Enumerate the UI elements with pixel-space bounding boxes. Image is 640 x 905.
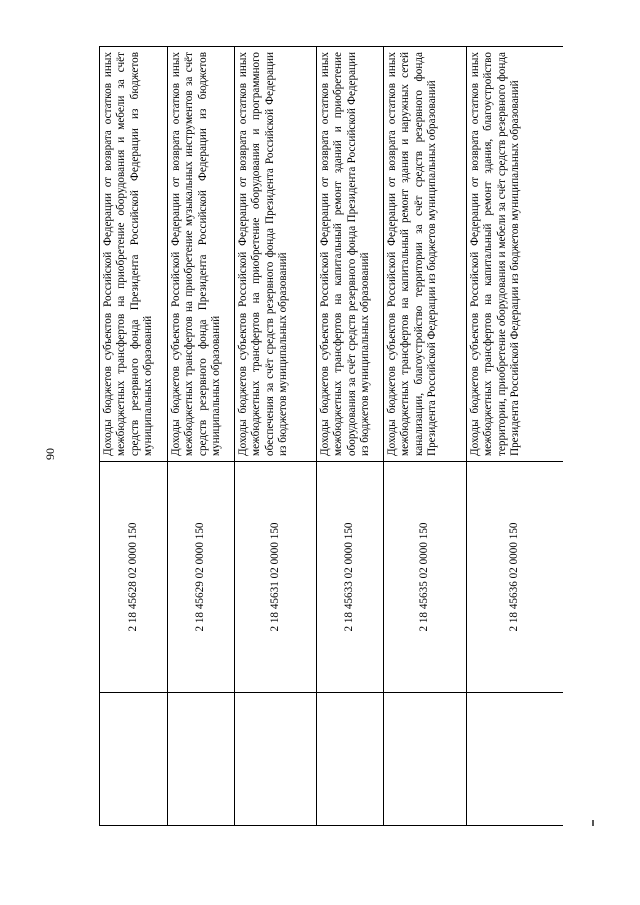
scan-mark (592, 820, 594, 826)
table-row (235, 47, 317, 826)
empty-cell (100, 693, 168, 826)
description-cell: Доходы бюджетов субъектов Российской Федерации от возврата остатков иных межбюджетных трансфертов на капитальный ремонт здания и наружных сетей канализации, благоустройство территории за счёт средств резервного фонда Президента Российской Федерации из бюджетов муниципальных образований (384, 47, 467, 462)
budget-code-cell: 2 18 45629 02 0000 150 (168, 462, 235, 693)
description-cell: Доходы бюджетов субъектов Российской Федерации от возврата остатков иных межбюджетных трансфертов на приобретение оборудования и мебели за счёт средств резервного фонда Президента Российской Федерации из бюджетов муниципальных образований (100, 47, 168, 462)
table-row (100, 47, 168, 826)
rotated-table-area (99, 46, 563, 826)
table-row (168, 47, 235, 826)
empty-cell (467, 693, 564, 826)
description-cell: Доходы бюджетов субъектов Российской Федерации от возврата остатков иных межбюджетных трансфертов на капитальный ремонт здания, благоустройство территории, приобретение оборудования и мебели за счёт средств резервного фонда Президента Российской Федерации из бюджетов муниципальных образований (467, 47, 564, 462)
budget-code-cell: 2 18 45633 02 0000 150 (317, 462, 384, 693)
budget-code-cell: 2 18 45636 02 0000 150 (467, 462, 564, 693)
empty-cell (235, 693, 317, 826)
table-wrapper (99, 46, 563, 826)
page-number: 90 (43, 448, 57, 460)
empty-cell (168, 693, 235, 826)
table-row (467, 47, 564, 826)
budget-code-cell: 2 18 45631 02 0000 150 (235, 462, 317, 693)
empty-cell (317, 693, 384, 826)
table-row (317, 47, 384, 826)
description-cell: Доходы бюджетов субъектов Российской Федерации от возврата остатков иных межбюджетных трансфертов на капитальный ремонт зданий и приобретение оборудования за счёт средств резервного фонда Президента Российской Федерации из бюджетов муниципальных образований (317, 47, 384, 462)
table-row (384, 47, 467, 826)
empty-cell (384, 693, 467, 826)
description-cell: Доходы бюджетов субъектов Российской Федерации от возврата остатков иных межбюджетных трансфертов на приобретение оборудования и программного обеспечения за счёт средств резервного фонда Президента Российской Федерации из бюджетов муниципальных образований (235, 47, 317, 462)
budget-code-cell: 2 18 45628 02 0000 150 (100, 462, 168, 693)
revenue-codes-table (99, 46, 563, 826)
budget-code-cell: 2 18 45635 02 0000 150 (384, 462, 467, 693)
description-cell: Доходы бюджетов субъектов Российской Федерации от возврата остатков иных межбюджетных трансфертов на приобретение музыкальных инструментов за счёт средств резервного фонда Президента Российской Федерации из бюджетов муниципальных образований (168, 47, 235, 462)
